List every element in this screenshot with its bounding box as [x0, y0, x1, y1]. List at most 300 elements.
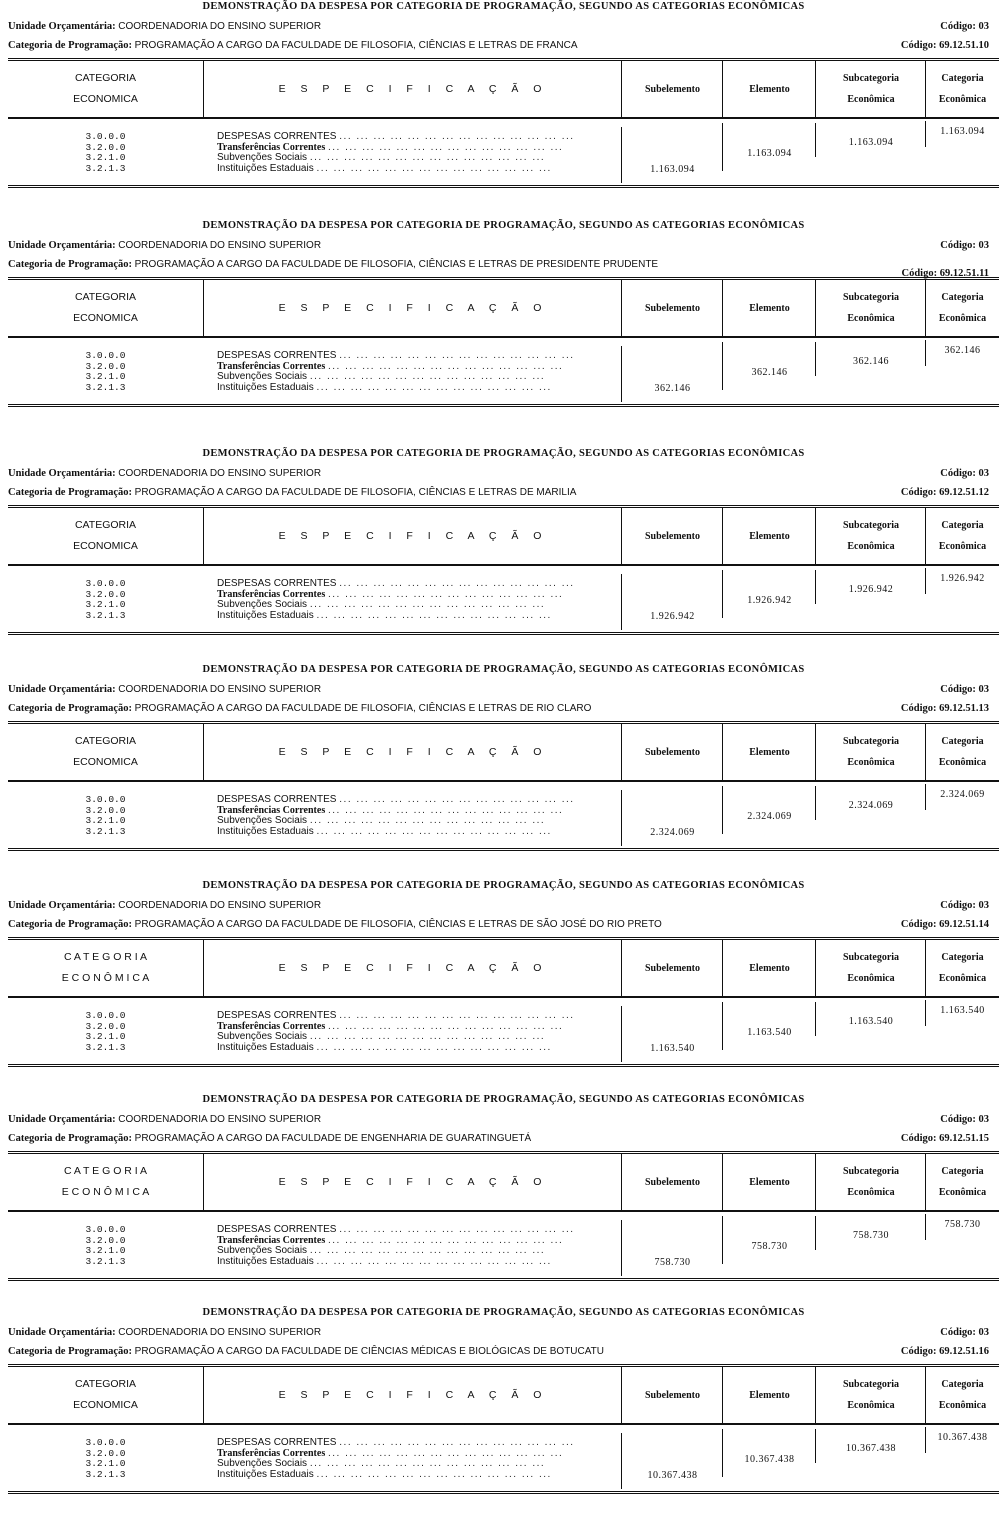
header-divider	[815, 1154, 816, 1210]
body-divider	[621, 127, 622, 183]
header-economica: ECONOMICA	[73, 540, 138, 552]
header-categoria: CATEGORIA	[74, 1378, 137, 1390]
unidade-value: COORDENADORIA DO ENSINO SUPERIOR	[118, 1114, 322, 1125]
row-spec-text: DESPESAS CORRENTES	[217, 351, 337, 361]
header-economica-col: Econômica	[938, 1187, 987, 1198]
specs-column	[217, 351, 615, 393]
header-divider	[925, 508, 926, 564]
budget-table	[8, 1364, 999, 1494]
programacao-label: Categoria de Programação:	[8, 487, 133, 498]
header-divider	[203, 280, 204, 336]
row-spec	[217, 1470, 615, 1481]
header-elemento: Elemento	[749, 963, 790, 974]
body-divider	[925, 1427, 926, 1453]
header-subcategoria-economica	[816, 735, 926, 769]
budget-section	[0, 1093, 1007, 1305]
header-subelemento: Subelemento	[645, 1177, 700, 1188]
table-header	[8, 940, 999, 998]
header-divider	[203, 940, 204, 996]
header-categoria-col: Categoria	[941, 520, 984, 531]
leader-dots: ... ... ... ... ... ... ... ... ... ... ... ... ... ...	[316, 381, 552, 393]
header-economica-col: Econômica	[938, 313, 987, 324]
header-subelemento: Subelemento	[645, 747, 700, 758]
codes-column	[8, 132, 203, 174]
codes-column	[8, 579, 203, 621]
header-especificacao: E S P E C I F I C A Ç Ã O	[278, 530, 548, 542]
header-categoria-economica-col	[926, 735, 999, 769]
row-spec-text: Instituições Estaduais	[217, 1041, 314, 1053]
programacao-line	[8, 258, 989, 279]
unidade-code: Código: 03	[940, 240, 989, 251]
header-categoria-col: Categoria	[941, 73, 984, 84]
row-code: 3.2.0.0	[85, 141, 126, 153]
header-especificacao: E S P E C I F I C A Ç Ã O	[278, 83, 548, 95]
header-divider	[925, 724, 926, 780]
programacao-label: Categoria de Programação:	[8, 703, 133, 714]
value-categoria: 2.324.069	[940, 789, 985, 800]
header-divider	[925, 1367, 926, 1423]
budget-section	[0, 879, 1007, 1091]
value-elemento: 2.324.069	[747, 811, 792, 822]
programacao-line	[8, 918, 989, 931]
value-subelemento: 1.163.094	[650, 164, 695, 175]
body-divider	[925, 784, 926, 810]
programacao-code: Código: 69.12.51.14	[900, 919, 989, 930]
header-divider	[203, 1367, 204, 1423]
programacao-label: Categoria de Programação:	[8, 919, 133, 930]
value-elemento: 362.146	[751, 367, 788, 378]
value-subelemento: 10.367.438	[647, 1470, 698, 1481]
header-subcategoria-economica	[816, 72, 926, 106]
programacao-code: Código: 69.12.51.11	[901, 268, 989, 279]
header-subelemento: Subelemento	[645, 84, 700, 95]
programacao-label: Categoria de Programação:	[8, 40, 133, 51]
header-subelemento: Subelemento	[645, 963, 700, 974]
header-economica: E C O N Ô M I C A	[61, 1186, 150, 1198]
header-divider	[722, 1154, 723, 1210]
body-divider	[815, 786, 816, 820]
body-divider	[621, 1006, 622, 1062]
header-subcategoria: Subcategoria	[842, 1166, 900, 1177]
header-categoria-col: Categoria	[941, 1166, 984, 1177]
leader-dots: ... ... ... ... ... ... ... ... ... ... ... ... ... ...	[316, 1468, 552, 1480]
section-title: DEMONSTRAÇÃO DA DESPESA POR CATEGORIA DE PROGRAMAÇÃO, SEGUNDO AS CATEGORIAS ECONÔMICAS	[202, 220, 805, 231]
value-categoria: 10.367.438	[937, 1432, 988, 1443]
row-code: 3.2.0.0	[85, 360, 126, 372]
body-divider	[722, 1216, 723, 1264]
unidade-value: COORDENADORIA DO ENSINO SUPERIOR	[118, 468, 322, 479]
row-spec-text: Transferências Correntes	[217, 360, 326, 372]
value-subelemento: 1.926.942	[650, 611, 695, 622]
row-spec-text: Instituições Estaduais	[217, 1255, 314, 1267]
row-spec-text: Instituições Estaduais	[217, 381, 314, 393]
header-categoria-economica	[8, 735, 203, 769]
row-code: 3.2.1.0	[85, 815, 126, 826]
row-code: 3.2.1.0	[85, 1458, 126, 1469]
row-code: 3.2.1.3	[85, 1468, 126, 1480]
value-subcategoria: 1.163.094	[848, 137, 894, 148]
header-divider	[815, 1367, 816, 1423]
header-divider	[925, 280, 926, 336]
row-spec-text: Transferências Correntes	[217, 1447, 326, 1459]
header-economica-col: Econômica	[938, 541, 987, 552]
budget-table	[8, 721, 999, 851]
programacao-code: Código: 69.12.51.12	[900, 487, 989, 498]
budget-section	[0, 663, 1007, 875]
unidade-value: COORDENADORIA DO ENSINO SUPERIOR	[118, 21, 322, 32]
budget-table	[8, 937, 999, 1067]
unidade-line	[8, 899, 989, 912]
row-code: 3.0.0.0	[85, 131, 126, 142]
row-spec-text: Transferências Correntes	[217, 588, 326, 600]
unidade-label: Unidade Orçamentária:	[8, 1327, 116, 1338]
body-divider	[925, 568, 926, 594]
header-economica-sub: Econômica	[847, 973, 895, 984]
header-subcategoria: Subcategoria	[842, 736, 900, 747]
value-subcategoria: 1.926.942	[848, 584, 894, 595]
leader-dots: ... ... ... ... ... ... ... ... ... ... ... ... ... ...	[309, 1458, 546, 1469]
header-divider	[815, 508, 816, 564]
table-body	[8, 338, 999, 404]
leader-dots: ... ... ... ... ... ... ... ... ... ... ... ... ... ...	[316, 825, 552, 837]
programacao-label: Categoria de Programação:	[8, 1133, 133, 1144]
header-divider	[925, 1154, 926, 1210]
row-code: 3.0.0.0	[85, 578, 126, 589]
value-subcategoria: 2.324.069	[848, 800, 894, 811]
value-subcategoria: 362.146	[853, 356, 889, 367]
header-categoria-col: Categoria	[941, 292, 984, 303]
row-spec-text: Subvenções Sociais	[217, 599, 308, 610]
header-especificacao: E S P E C I F I C A Ç Ã O	[278, 962, 548, 974]
budget-table	[8, 505, 999, 635]
header-economica: ECONOMICA	[73, 312, 138, 324]
row-code: 3.0.0.0	[85, 1437, 126, 1448]
unidade-code: Código: 03	[940, 900, 989, 911]
row-spec	[217, 827, 615, 838]
header-subcategoria: Subcategoria	[842, 952, 900, 963]
header-categoria-economica	[8, 1378, 203, 1412]
programacao-value: PROGRAMAÇÃO A CARGO DA FACULDADE DE FILOSOFIA, CIÊNCIAS E LETRAS DE FRANCA	[134, 40, 578, 51]
header-especificacao: E S P E C I F I C A Ç Ã O	[278, 746, 548, 758]
header-divider	[722, 61, 723, 117]
header-categoria-economica-col	[926, 519, 999, 553]
row-spec	[217, 1257, 615, 1268]
value-elemento: 758.730	[751, 1241, 788, 1252]
row-code: 3.0.0.0	[85, 350, 126, 361]
leader-dots: ... ... ... ... ... ... ... ... ... ... ... ... ... ...	[316, 609, 552, 621]
row-code: 3.2.0.0	[85, 588, 126, 600]
body-divider	[815, 123, 816, 157]
row-code: 3.2.1.3	[85, 825, 126, 837]
specs-column	[217, 795, 615, 837]
row-code: 3.0.0.0	[85, 794, 126, 805]
table-body	[8, 1425, 999, 1491]
leader-dots: ... ... ... ... ... ... ... ... ... ... ... ... ... ...	[328, 1234, 564, 1246]
body-divider	[815, 570, 816, 604]
unidade-code: Código: 03	[940, 468, 989, 479]
header-economica-col: Econômica	[938, 973, 987, 984]
value-subelemento: 758.730	[654, 1257, 691, 1268]
value-elemento: 1.163.094	[747, 148, 792, 159]
row-spec	[217, 611, 615, 622]
table-body	[8, 566, 999, 632]
unidade-label: Unidade Orçamentária:	[8, 21, 116, 32]
header-divider	[925, 940, 926, 996]
header-divider	[722, 940, 723, 996]
row-code: 3.2.1.3	[85, 1255, 126, 1267]
specs-column	[217, 132, 615, 174]
table-body	[8, 119, 999, 185]
unidade-label: Unidade Orçamentária:	[8, 1114, 116, 1125]
header-subcategoria-economica	[816, 1165, 926, 1199]
codes-column	[8, 795, 203, 837]
body-divider	[815, 1429, 816, 1463]
header-categoria: CATEGORIA	[74, 291, 137, 303]
header-economica: E C O N Ô M I C A	[61, 972, 150, 984]
header-categoria-economica-col	[926, 1378, 999, 1412]
specs-column	[217, 1438, 615, 1480]
row-spec-text: DESPESAS CORRENTES	[217, 795, 337, 805]
leader-dots: ... ... ... ... ... ... ... ... ... ... ... ... ... ...	[309, 152, 546, 163]
header-divider	[203, 508, 204, 564]
body-divider	[621, 1220, 622, 1276]
leader-dots: ... ... ... ... ... ... ... ... ... ... ... ... ... ...	[328, 588, 564, 600]
leader-dots: ... ... ... ... ... ... ... ... ... ... ... ... ... ...	[316, 1041, 552, 1053]
row-spec-text: Transferências Correntes	[217, 1020, 326, 1032]
header-divider	[722, 1367, 723, 1423]
row-spec-text: Subvenções Sociais	[217, 152, 308, 163]
unidade-value: COORDENADORIA DO ENSINO SUPERIOR	[118, 684, 322, 695]
row-spec-text: Instituições Estaduais	[217, 1468, 314, 1480]
body-divider	[621, 574, 622, 630]
header-subcategoria: Subcategoria	[842, 73, 900, 84]
header-divider	[203, 1154, 204, 1210]
budget-section	[0, 0, 1007, 212]
row-code: 3.2.1.3	[85, 162, 126, 174]
row-code: 3.2.1.0	[85, 371, 126, 382]
unidade-label: Unidade Orçamentária:	[8, 240, 116, 251]
budget-table	[8, 1151, 999, 1281]
body-divider	[722, 786, 723, 834]
leader-dots: ... ... ... ... ... ... ... ... ... ... ... ... ... ...	[309, 1245, 546, 1256]
programacao-code: Código: 69.12.51.10	[900, 40, 989, 51]
value-categoria: 1.926.942	[940, 573, 985, 584]
unidade-value: COORDENADORIA DO ENSINO SUPERIOR	[118, 900, 322, 911]
table-body	[8, 1212, 999, 1278]
row-code: 3.2.0.0	[85, 1234, 126, 1246]
leader-dots: ... ... ... ... ... ... ... ... ... ... ... ... ... ...	[316, 162, 552, 174]
programacao-code: Código: 69.12.51.15	[900, 1133, 989, 1144]
codes-column	[8, 351, 203, 393]
table-body	[8, 782, 999, 848]
header-economica: ECONOMICA	[73, 756, 138, 768]
programacao-value: PROGRAMAÇÃO A CARGO DA FACULDADE DE ENGENHARIA DE GUARATINGUETÁ	[134, 1133, 532, 1144]
value-subcategoria: 1.163.540	[848, 1016, 894, 1027]
programacao-code: Código: 69.12.51.16	[900, 1346, 989, 1357]
header-elemento: Elemento	[749, 84, 790, 95]
leader-dots: ... ... ... ... ... ... ... ... ... ... ... ... ... ...	[339, 1011, 575, 1021]
header-categoria-economica-col	[926, 951, 999, 985]
table-header	[8, 724, 999, 782]
leader-dots: ... ... ... ... ... ... ... ... ... ... ... ... ... ...	[339, 1438, 575, 1448]
programacao-line	[8, 486, 989, 499]
row-spec-text: Subvenções Sociais	[217, 1458, 308, 1469]
row-spec-text: DESPESAS CORRENTES	[217, 132, 337, 142]
value-subelemento: 1.163.540	[650, 1043, 695, 1054]
leader-dots: ... ... ... ... ... ... ... ... ... ... ... ... ... ...	[328, 360, 564, 372]
header-subelemento: Subelemento	[645, 303, 700, 314]
budget-section	[0, 219, 1007, 431]
body-divider	[815, 1216, 816, 1250]
header-categoria-col: Categoria	[941, 736, 984, 747]
header-categoria: CATEGORIA	[74, 735, 137, 747]
header-categoria: C A T E G O R I A	[63, 951, 148, 963]
header-elemento: Elemento	[749, 1390, 790, 1401]
row-spec	[217, 164, 615, 175]
table-header	[8, 1154, 999, 1212]
unidade-value: COORDENADORIA DO ENSINO SUPERIOR	[118, 240, 322, 251]
row-spec-text: DESPESAS CORRENTES	[217, 579, 337, 589]
body-divider	[722, 1429, 723, 1477]
header-divider	[621, 508, 622, 564]
body-divider	[621, 346, 622, 402]
row-code: 3.2.0.0	[85, 804, 126, 816]
header-subcategoria: Subcategoria	[842, 292, 900, 303]
header-divider	[621, 940, 622, 996]
programacao-label: Categoria de Programação:	[8, 259, 133, 270]
value-categoria: 1.163.094	[940, 126, 985, 137]
header-categoria-economica-col	[926, 291, 999, 325]
header-divider	[621, 1367, 622, 1423]
header-economica: ECONOMICA	[73, 93, 138, 105]
row-spec-text: Transferências Correntes	[217, 141, 326, 153]
codes-column	[8, 1438, 203, 1480]
header-elemento: Elemento	[749, 303, 790, 314]
header-categoria-economica-col	[926, 1165, 999, 1199]
leader-dots: ... ... ... ... ... ... ... ... ... ... ... ... ... ...	[309, 1031, 546, 1042]
unidade-line	[8, 683, 989, 696]
leader-dots: ... ... ... ... ... ... ... ... ... ... ... ... ... ...	[339, 795, 575, 805]
unidade-line	[8, 239, 989, 252]
body-divider	[815, 1002, 816, 1036]
header-divider	[722, 280, 723, 336]
table-header	[8, 508, 999, 566]
leader-dots: ... ... ... ... ... ... ... ... ... ... ... ... ... ...	[339, 351, 575, 361]
row-spec-text: Instituições Estaduais	[217, 162, 314, 174]
body-divider	[722, 342, 723, 390]
leader-dots: ... ... ... ... ... ... ... ... ... ... ... ... ... ...	[309, 815, 546, 826]
header-divider	[722, 508, 723, 564]
row-spec-text: DESPESAS CORRENTES	[217, 1225, 337, 1235]
unidade-code: Código: 03	[940, 21, 989, 32]
unidade-label: Unidade Orçamentária:	[8, 684, 116, 695]
body-divider	[925, 340, 926, 366]
unidade-line	[8, 20, 989, 33]
section-title: DEMONSTRAÇÃO DA DESPESA POR CATEGORIA DE PROGRAMAÇÃO, SEGUNDO AS CATEGORIAS ECONÔMICAS	[202, 880, 805, 891]
body-divider	[925, 121, 926, 147]
row-spec-text: DESPESAS CORRENTES	[217, 1438, 337, 1448]
header-categoria-economica	[8, 72, 203, 106]
value-subcategoria: 758.730	[853, 1230, 889, 1241]
header-economica-col: Econômica	[938, 1400, 987, 1411]
header-divider	[621, 61, 622, 117]
section-title: DEMONSTRAÇÃO DA DESPESA POR CATEGORIA DE PROGRAMAÇÃO, SEGUNDO AS CATEGORIAS ECONÔMICAS	[202, 448, 805, 459]
programacao-line	[8, 1132, 989, 1145]
header-economica: ECONOMICA	[73, 1399, 138, 1411]
header-categoria-economica-col	[926, 72, 999, 106]
header-subcategoria-economica	[816, 1378, 926, 1412]
section-title: DEMONSTRAÇÃO DA DESPESA POR CATEGORIA DE PROGRAMAÇÃO, SEGUNDO AS CATEGORIAS ECONÔMICAS	[202, 1307, 805, 1318]
programacao-value: PROGRAMAÇÃO A CARGO DA FACULDADE DE FILOSOFIA, CIÊNCIAS E LETRAS DE RIO CLARO	[134, 703, 592, 714]
leader-dots: ... ... ... ... ... ... ... ... ... ... ... ... ... ...	[339, 579, 575, 589]
value-categoria: 1.163.540	[940, 1005, 985, 1016]
row-spec-text: Subvenções Sociais	[217, 815, 308, 826]
programacao-label: Categoria de Programação:	[8, 1346, 133, 1357]
programacao-value: PROGRAMAÇÃO A CARGO DA FACULDADE DE FILOSOFIA, CIÊNCIAS E LETRAS DE PRESIDENTE PRUDENTE	[134, 259, 659, 270]
header-subcategoria-economica	[816, 519, 926, 553]
row-spec-text: Instituições Estaduais	[217, 825, 314, 837]
programacao-code: Código: 69.12.51.13	[900, 703, 989, 714]
body-divider	[722, 123, 723, 171]
unidade-code: Código: 03	[940, 684, 989, 695]
codes-column	[8, 1011, 203, 1053]
row-spec-text: Instituições Estaduais	[217, 609, 314, 621]
header-economica-col: Econômica	[938, 757, 987, 768]
row-code: 3.2.1.0	[85, 1245, 126, 1256]
leader-dots: ... ... ... ... ... ... ... ... ... ... ... ... ... ...	[328, 1447, 564, 1459]
row-spec-text: Subvenções Sociais	[217, 1245, 308, 1256]
table-header	[8, 280, 999, 338]
header-subcategoria: Subcategoria	[842, 1379, 900, 1390]
header-elemento: Elemento	[749, 531, 790, 542]
budget-table	[8, 58, 999, 188]
value-elemento: 1.926.942	[747, 595, 792, 606]
unidade-code: Código: 03	[940, 1327, 989, 1338]
header-divider	[203, 61, 204, 117]
row-code: 3.0.0.0	[85, 1010, 126, 1021]
body-divider	[925, 1214, 926, 1240]
value-categoria: 362.146	[944, 345, 981, 356]
unidade-label: Unidade Orçamentária:	[8, 900, 116, 911]
section-title: DEMONSTRAÇÃO DA DESPESA POR CATEGORIA DE PROGRAMAÇÃO, SEGUNDO AS CATEGORIAS ECONÔMICAS	[202, 1, 805, 12]
body-divider	[722, 1002, 723, 1050]
header-economica-sub: Econômica	[847, 1400, 895, 1411]
header-divider	[203, 724, 204, 780]
header-categoria: CATEGORIA	[74, 72, 137, 84]
header-categoria: CATEGORIA	[74, 519, 137, 531]
header-divider	[815, 940, 816, 996]
header-divider	[621, 1154, 622, 1210]
header-divider	[722, 724, 723, 780]
header-especificacao: E S P E C I F I C A Ç Ã O	[278, 1389, 548, 1401]
row-code: 3.2.1.3	[85, 609, 126, 621]
header-categoria-economica	[8, 1165, 203, 1199]
programacao-line	[8, 702, 989, 715]
value-categoria: 758.730	[944, 1219, 981, 1230]
header-economica-sub: Econômica	[847, 1187, 895, 1198]
unidade-line	[8, 467, 989, 480]
specs-column	[217, 1011, 615, 1053]
value-subelemento: 2.324.069	[650, 827, 695, 838]
budget-table	[8, 277, 999, 407]
row-spec-text: Transferências Correntes	[217, 1234, 326, 1246]
header-subcategoria: Subcategoria	[842, 520, 900, 531]
specs-column	[217, 579, 615, 621]
table-body	[8, 998, 999, 1064]
row-code: 3.0.0.0	[85, 1224, 126, 1235]
programacao-value: PROGRAMAÇÃO A CARGO DA FACULDADE DE FILOSOFIA, CIÊNCIAS E LETRAS DE MARILIA	[134, 487, 577, 498]
unidade-label: Unidade Orçamentária:	[8, 468, 116, 479]
